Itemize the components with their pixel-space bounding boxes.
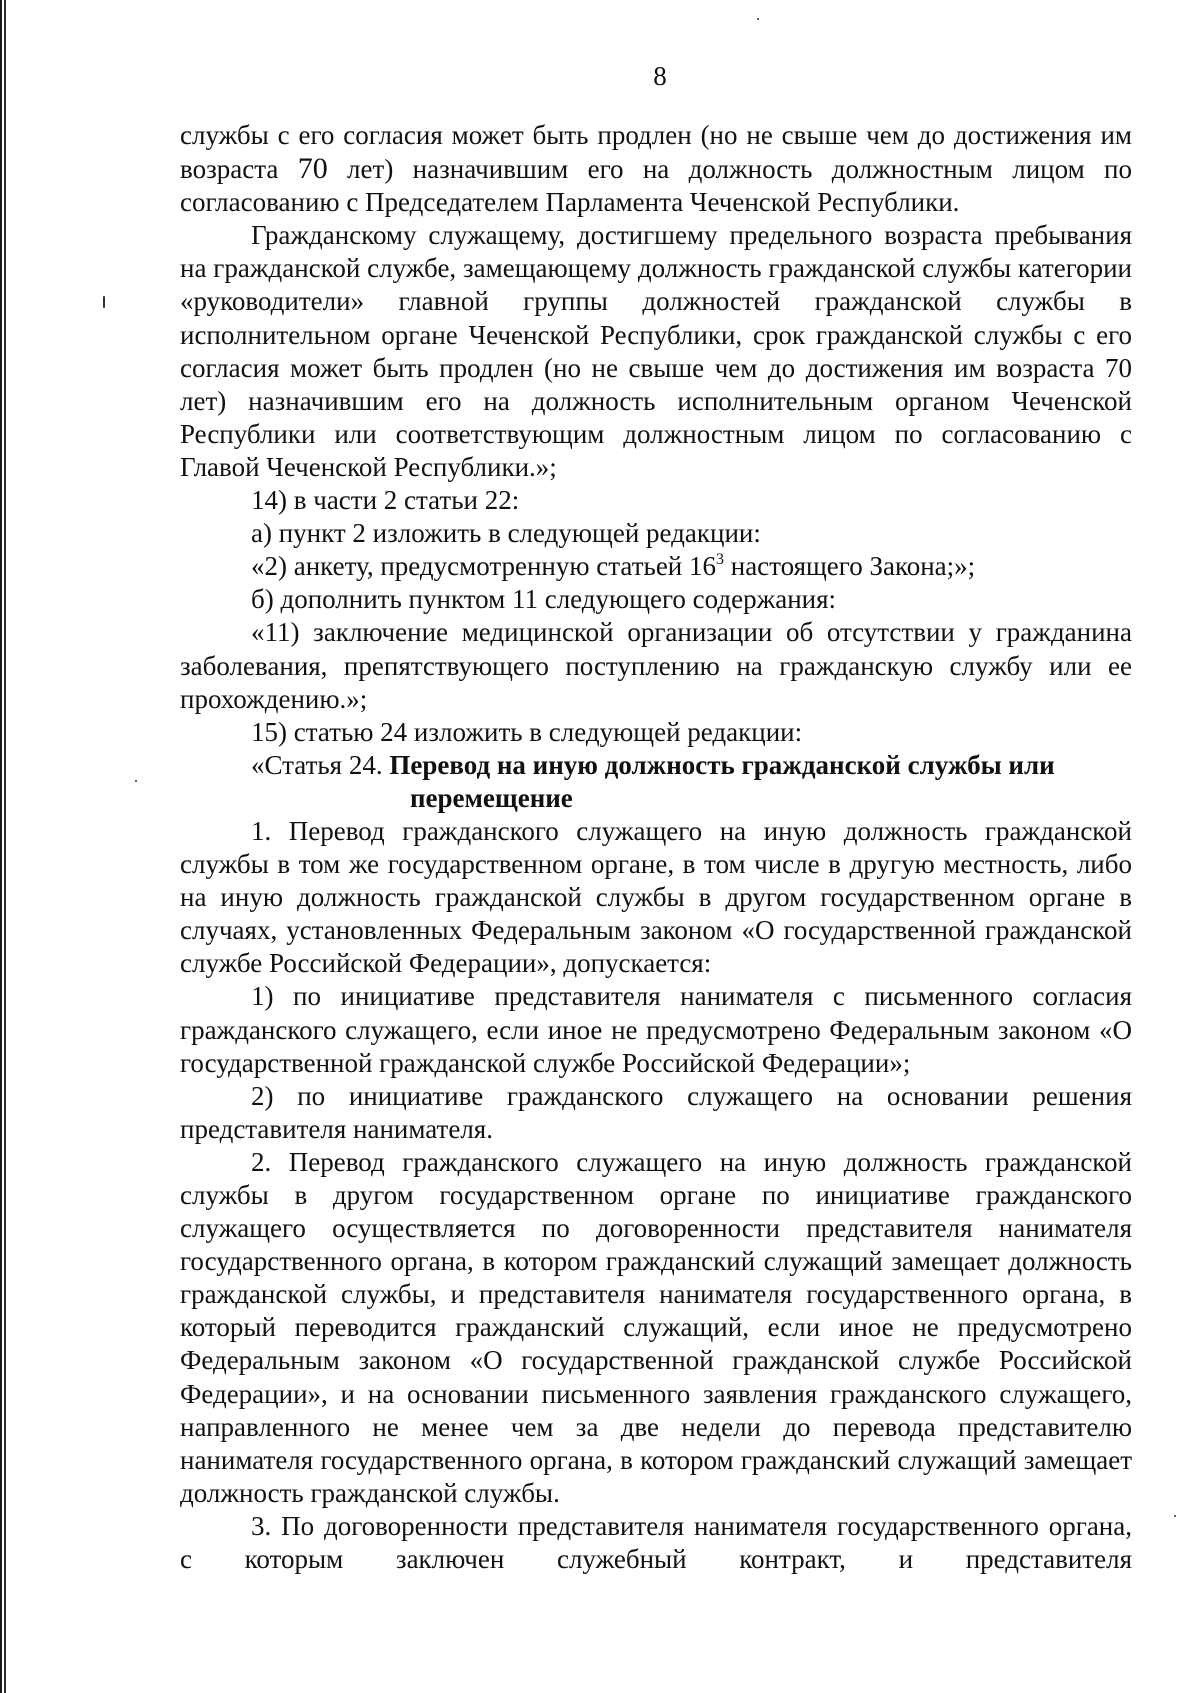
article-title: Перевод на иную должность гражданской службы или [389,749,1055,780]
paragraph: «11) заключение медицинской организации об отсутствии у гражданина заболевания, препятствующего поступлению на гражданскую службу или ее прохождению.»; [180,617,1132,714]
age-value: 70 [297,152,328,186]
list-item: б) дополнить пунктом 11 следующего содержания: [251,584,837,615]
paragraph: 1) по инициативе представителя нанимателя с письменного согласия гражданского служащего, если иное не предусмотрено Федеральным законом «О государственной гражданской службе Российской Федерации»; [180,981,1132,1078]
article-title-continuation: перемещение [410,782,573,813]
scan-edge [0,0,7,1693]
paragraph: 1. Перевод гражданского служащего на иную должность гражданской службы в том же государственном органе, в том числе в другую местность, либо на иную должность гражданской службы в другом государственном органе в случаях, установленных Федеральным законом «О государственной гражданской службе Российской Федерации», допускается: [180,815,1132,979]
article-heading [180,749,1132,782]
list-item-text: «2) анкету, предусмотренную статьей 16 [251,551,716,582]
list-item: 15) статью 24 изложить в следующей редакции: [251,716,803,747]
paragraph-text: службы с его согласия может быть продлен (но не свыше чем до достижения им возраста [180,120,1132,185]
paragraph: Гражданскому служащему, достигшему предельного возраста пребывания на гражданской службе, замещающему должность гражданской службы категории «руководители» главной группы должностей гражданской службы в исполнительном органе Чеченской Республики, срок гражданской службы с его согласия может быть продлен (но не свыше чем до достижения им возраста 70 лет) назначившим его на должность исполнительным органом Чеченской Республики или соответствующим должностным лицом по согласованию с Главой Чеченской Республики.»; [180,220,1132,482]
document-body [180,119,1132,1576]
list-item: 14) в части 2 статьи 22: [251,485,520,516]
paragraph: 2) по инициативе гражданского служащего на основании решения представителя нанимателя. [180,1080,1132,1144]
paragraph-continuation [180,119,1132,219]
article-prefix: «Статья 24. [251,749,390,780]
scan-speck [103,296,105,308]
scan-speck [757,18,759,20]
paragraph: 3. По договоренности представителя нанимателя государственного органа, с которым заключен служебный контракт, и представителя [180,1510,1132,1575]
list-item: а) пункт 2 изложить в следующей редакции: [251,518,761,549]
page-number: 8 [653,61,667,91]
superscript: 3 [716,551,724,569]
list-item [180,550,1132,583]
scan-speck [135,780,137,782]
paragraph: 2. Перевод гражданского служащего на иную должность гражданской службы в другом государственном органе по инициативе гражданского служащего осуществляется по договоренности представителя нанимателя государственного органа, в котором гражданский служащий замещает должность гражданской службы, и представителя нанимателя государственного органа, в который переводится гражданский служащий, если иное не предусмотрено Федеральным законом «О государственной гражданской службе Российской Федерации», и на основании письменного заявления гражданского служащего, направленного не менее чем за две недели до перевода представителю нанимателя государственного органа, в котором гражданский служащий замещает должность гражданской службы. [180,1146,1132,1508]
list-item-text: настоящего Закона;»; [724,551,976,582]
scan-speck [1174,1515,1176,1517]
paragraph-text: лет) назначившим его на должность должностным лицом по согласованию с Председателем Парламента Чеченской Республики. [180,154,1132,218]
